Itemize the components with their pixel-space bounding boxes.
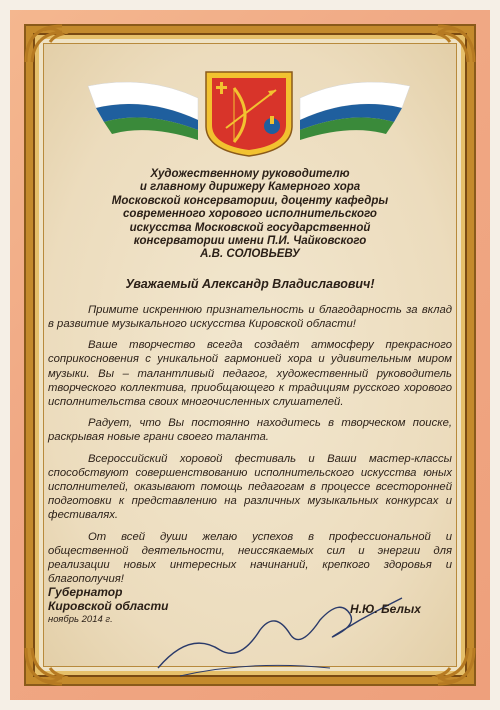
bottom-left-ornament-icon — [24, 646, 94, 686]
addressee-line: и главному дирижеру Камерного хора — [139, 181, 361, 194]
addressee-line: Московской консерватории, доценту кафедры — [111, 194, 389, 207]
addressee-line: Художественному руководителю — [150, 168, 350, 180]
signatory-name: Н.Ю. Белых — [350, 602, 421, 616]
signatory-title-line2: Кировской области — [48, 599, 169, 613]
left-ribbon-icon — [88, 82, 198, 140]
paragraph-4: Всероссийский хоровой фестиваль и Ваши мастер-классы способствуют совершенствованию исполнительского искусства юных исполнителей, оказывают помощь педагогам в процессе всесторонней подготовки к представлению на различных музыкальных конкурсах и фестивалях. — [48, 452, 452, 522]
signatory-block — [48, 585, 228, 625]
signature-date: ноябрь 2014 г. — [48, 614, 113, 625]
bottom-right-ornament-icon — [406, 646, 476, 686]
top-left-ornament-icon — [24, 24, 94, 64]
paragraph-1: Примите искреннюю признательность и благодарность за вклад в развитие музыкального искусства Кировской области! — [48, 303, 452, 331]
addressee-line: консерватории имени П.И. Чайковского — [133, 235, 367, 248]
greeting: Уважаемый Александр Владиславович! — [125, 276, 375, 291]
letter-body — [48, 168, 452, 594]
signatory-title-line1: Губернатор — [48, 585, 123, 599]
top-right-ornament-icon — [406, 24, 476, 64]
paragraph-3: Радует, что Вы постоянно находитесь в творческом поиске, раскрывая новые грани своего таланта. — [48, 417, 452, 444]
addressee-block — [48, 168, 452, 262]
paragraph-2: Ваше творчество всегда создаёт атмосферу прекрасного соприкосновения с уникальной гармонией хора и удивительным миром музыки. Вы – талантливый педагог, художественный руководитель творческого коллектива, приобщающего к традициям русского хорового исполнительства своих многочисленных слушателей. — [48, 339, 452, 409]
addressee-line: современного хорового исполнительского — [123, 208, 377, 221]
addressee-name: А.В. СОЛОВЬЕВУ — [200, 248, 300, 261]
paragraph-5: От всей души желаю успехов в профессиональной и общественной деятельности, неиссякаемых сил и энергии для реализации новых интересных начинаний, крепкого здоровья и благополучия! — [48, 530, 452, 586]
coat-of-arms-emblem — [86, 68, 412, 158]
shield-icon — [206, 72, 292, 156]
addressee-line: искусства Московской государственной — [129, 221, 371, 234]
right-ribbon-icon — [300, 82, 410, 140]
